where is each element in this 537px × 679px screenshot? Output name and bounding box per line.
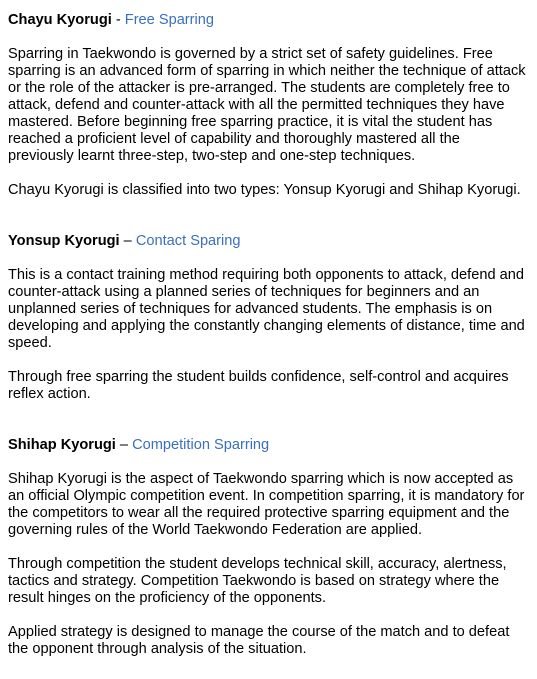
section-term: Shihap Kyorugi [8,437,116,453]
spacer [8,199,529,233]
section-heading-yonsup-kyorugi [8,233,529,250]
heading-separator: - [111,12,125,28]
section-heading-shihap-kyorugi [8,437,529,454]
spacer [8,403,529,437]
spacer [8,165,529,182]
paragraph: This is a contact training method requiring both opponents to attack, defend and counter-attack using a planned series of techniques for beginners and an unplanned series of techniques for advanced students. The emphasis is on developing and applying the constantly changing elements of distance, time and speed. [8,267,525,351]
spacer [8,454,529,471]
heading-separator: – [119,233,136,249]
section-term: Yonsup Kyorugi [8,233,120,249]
section-heading-chayu-kyorugi [8,12,529,29]
spacer [8,539,529,556]
spacer [8,29,529,46]
section-term: Chayu Kyorugi [8,12,112,28]
paragraph: Sparring in Taekwondo is governed by a strict set of safety guidelines. Free sparring is an advanced form of sparring in which neither the technique of attack or the role of the attacker is pre-arranged. The students are completely free to attack, defend and counter-attack with all the permitted techniques they have mastered. Before beginning free sparring practice, it is vital the student has reached a proficient level of capability and thoroughly mastered all the previously learnt three-step, two-step and one-step techniques. [8,46,526,164]
heading-separator: – [115,437,133,453]
paragraph: Shihap Kyorugi is the aspect of Taekwondo sparring which is now accepted as an official Olympic competition event. In competition sparring, it is mandatory for the competitors to wear all the required protective sparring equipment and the governing rules of the World Taekwondo Federation are applied. [8,471,525,538]
section-subtitle: Free Sparring [124,12,215,28]
paragraph: Chayu Kyorugi is classified into two types: Yonsup Kyorugi and Shihap Kyorugi. [8,182,521,198]
paragraph: Through free sparring the student builds confidence, self-control and acquires reflex action. [8,369,509,402]
paragraph: Through competition the student develops technical skill, accuracy, alertness, tactics and strategy. Competition Taekwondo is based on strategy where the result hinges on the proficiency of the opponents. [8,556,507,606]
paragraph: Applied strategy is designed to manage the course of the match and to defeat the opponent through analysis of the situation. [8,624,510,657]
section-subtitle: Competition Sparring [132,437,270,453]
spacer [8,250,529,267]
section-subtitle: Contact Sparing [135,233,241,249]
spacer [8,352,529,369]
spacer [8,607,529,624]
